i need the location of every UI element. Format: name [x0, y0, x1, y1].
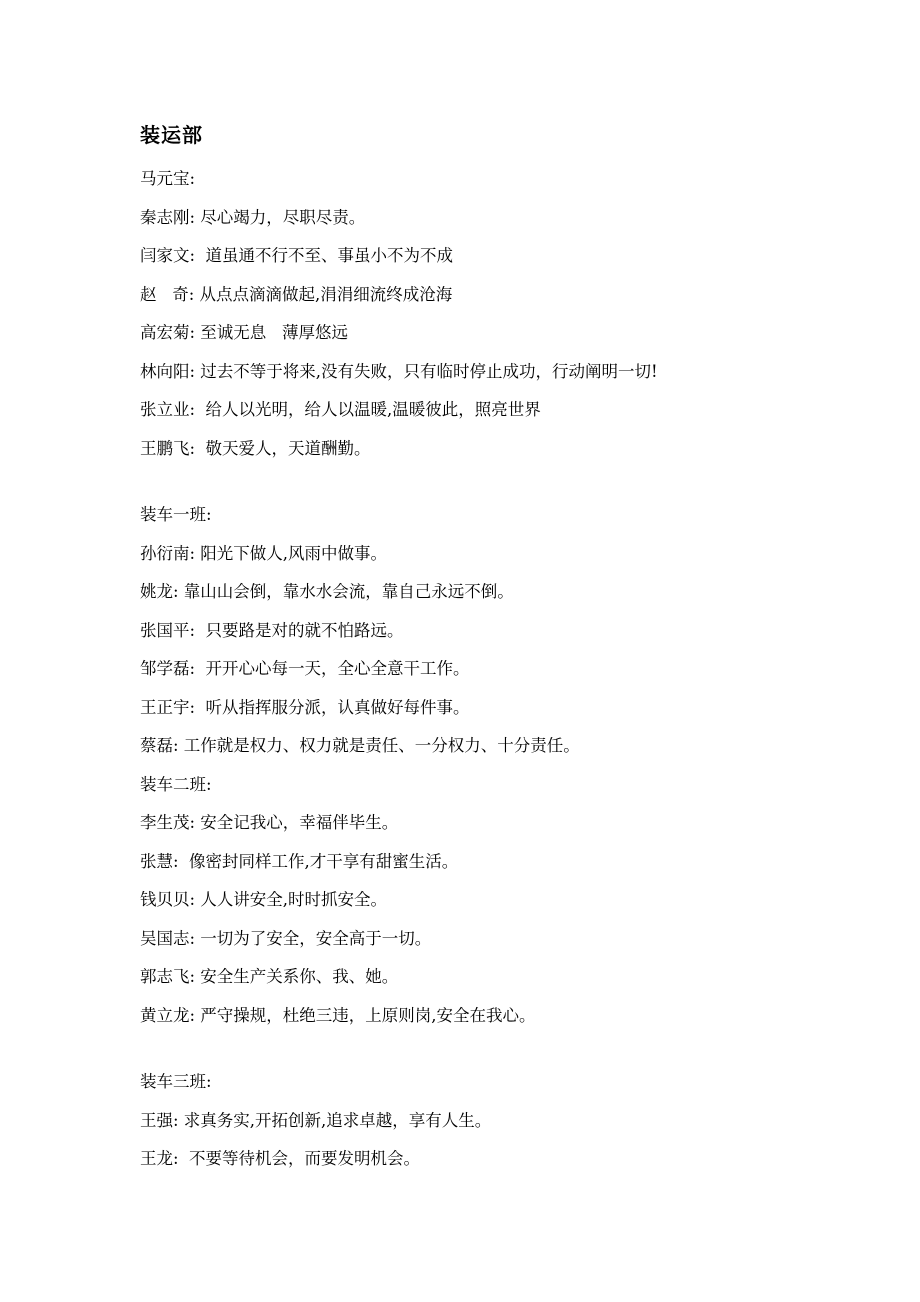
document-title: 装运部: [140, 123, 203, 147]
document-line: 张立业: 给人以光明，给人以温暖,温暖彼此，照亮世界: [140, 400, 541, 419]
document-line: 钱贝贝: 人人讲安全,时时抓安全。: [140, 890, 388, 909]
document-line: 赵 奇: 从点点滴滴做起,涓涓细流终成沧海: [140, 284, 453, 304]
document-line: 林向阳: 过去不等于将来,没有失败，只有临时停止成功，行动阐明一切!: [140, 361, 658, 381]
document-line: 王正宇: 听从指挥服分派，认真做好每件事。: [140, 697, 470, 717]
document-line: 高宏菊: 至诚无息 薄厚悠远: [140, 323, 349, 342]
document-line: 姚龙: 靠山山会倒，靠水水会流，靠自己永远不倒。: [140, 582, 514, 601]
document-line: 王强: 求真务实,开拓创新,追求卓越，享有人生。: [140, 1110, 492, 1130]
section-heading: 装车二班:: [140, 774, 212, 794]
document-line: 闫家文: 道虽通不行不至、事虽小不为不成: [140, 246, 454, 265]
document-line: 秦志刚: 尽心竭力，尽职尽责。: [140, 207, 366, 227]
document-line: 郭志飞: 安全生产关系你、我、她。: [140, 967, 399, 986]
paragraph-gap: [140, 1035, 840, 1063]
document-line: 黄立龙: 严守操规，杜绝三违，上原则岗,安全在我心。: [140, 1005, 536, 1025]
document-line: 蔡磊: 工作就是权力、权力就是责任、一分权力、十分责任。: [140, 736, 580, 755]
document-line: 吴国志: 一切为了安全，安全高于一切。: [140, 928, 432, 948]
document-page: [140, 120, 840, 1179]
section-heading: 装车一班:: [140, 505, 212, 524]
document-line: 李生茂: 安全记我心，幸福伴毕生。: [140, 813, 399, 832]
document-line: 王龙: 不要等待机会，而要发明机会。: [140, 1149, 421, 1168]
section-heading: 装车三班:: [140, 1072, 212, 1091]
document-line: 张国平: 只要路是对的就不怕路远。: [140, 620, 404, 640]
document-line: 马元宝:: [140, 169, 196, 188]
document-line: 张慧: 像密封同样工作,才干享有甜蜜生活。: [140, 851, 459, 871]
document-line: 邹学磊: 开开心心每一天，全心全意干工作。: [140, 659, 470, 678]
document-line: 孙衍南: 阳光下做人,风雨中做事。: [140, 543, 388, 563]
paragraph-gap: [140, 468, 840, 496]
document-line: 王鹏飞: 敬天爱人，天道酬勤。: [140, 438, 371, 458]
